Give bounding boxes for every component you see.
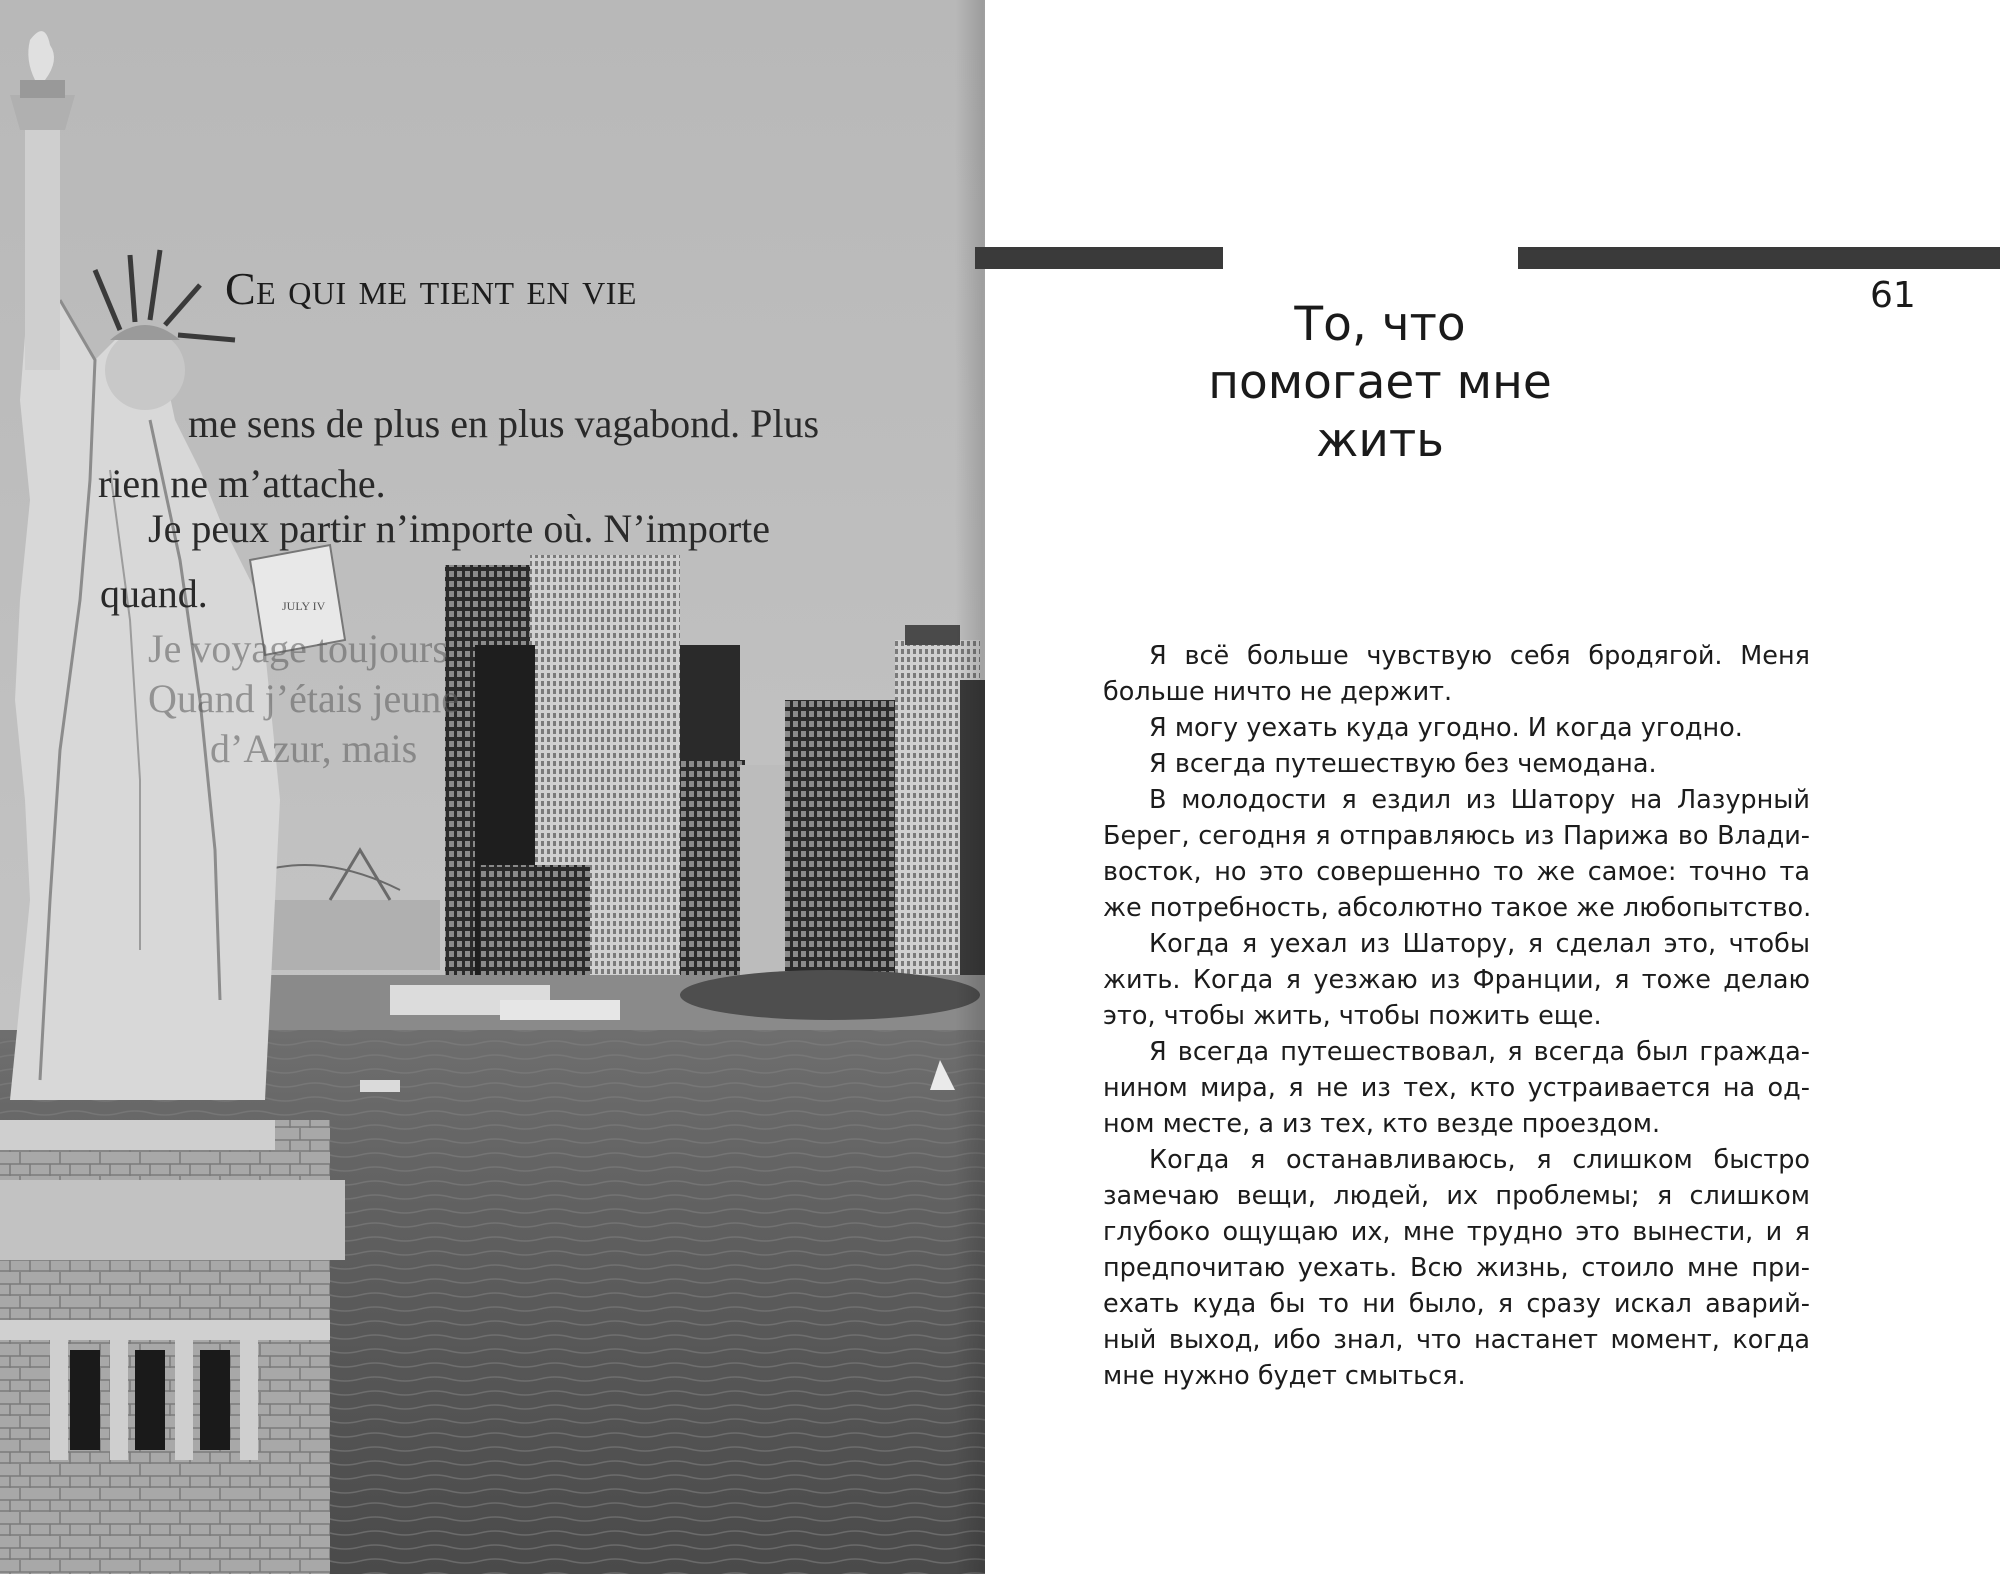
- body-line: жить. Когда я уезжаю из Франции, я тоже делаю: [1103, 965, 1810, 995]
- header-bar-right: [1518, 247, 2000, 269]
- body-line: нином мира, я не из тех, кто устраивается на од-: [1103, 1073, 1810, 1103]
- french-line-2: rien ne m’attache.: [98, 461, 386, 506]
- body-line: глубоко ощущаю их, мне трудно это вынести, и я: [1103, 1217, 1810, 1247]
- body-line: Я могу уехать куда угодно. И когда угодно.: [1149, 713, 1743, 743]
- title-line-3: жить: [1316, 413, 1444, 468]
- body-line: же потребность, абсолютно такое же любопытство.: [1103, 893, 1812, 923]
- body-line: ный выход, ибо знал, что настанет момент, когда: [1103, 1325, 1810, 1355]
- french-line-3: Je peux partir n’importe où. N’importe: [148, 506, 771, 551]
- statue-of-liberty-skyline-image: [0, 0, 985, 1574]
- body-line: Когда я останавливаюсь, я слишком быстро: [1149, 1145, 1810, 1175]
- body-line: восток, но это совершенно то же самое: точно та: [1103, 857, 1810, 887]
- body-line: Я всегда путешествовал, я всегда был гражда-: [1149, 1037, 1810, 1067]
- body-line: В молодости я ездил из Шатору на Лазурный: [1149, 785, 1810, 815]
- title-line-1: То, что: [1294, 297, 1466, 352]
- french-line-6: Quand j’étais jeune: [148, 676, 459, 721]
- svg-text:JULY IV: JULY IV: [282, 599, 326, 613]
- header-bar-left: [975, 247, 1223, 269]
- page-number: 61: [1870, 275, 1916, 316]
- french-line-5: Je voyage toujours: [148, 626, 448, 671]
- body-line: Я всё больше чувствую себя бродягой. Меня: [1149, 641, 1810, 671]
- french-line-4: quand.: [100, 571, 208, 616]
- body-line: Я всегда путешествую без чемодана.: [1149, 749, 1657, 779]
- body-line: предпочитаю уехать. Всю жизнь, стоило мне при-: [1103, 1253, 1810, 1283]
- body-line: Берег, сегодня я отправляюсь из Парижа во Влади-: [1103, 821, 1810, 851]
- body-line: замечаю вещи, людей, их проблемы; я слишком: [1103, 1181, 1810, 1211]
- title-line-2: помогает мне: [1208, 355, 1552, 410]
- body-line: Когда я уехал из Шатору, я сделал это, чтобы: [1149, 929, 1810, 959]
- body-line: больше ничто не держит.: [1103, 677, 1453, 707]
- body-line: мне нужно будет смыться.: [1103, 1361, 1466, 1391]
- left-page: [0, 0, 985, 1574]
- french-line-7: d’Azur, mais: [210, 726, 418, 771]
- french-line-1: me sens de plus en plus vagabond. Plus: [188, 401, 820, 446]
- body-line: ехать куда бы то ни было, я сразу искал аварий-: [1103, 1289, 1810, 1319]
- french-chapter-title: Ce qui me tient en vie: [225, 263, 637, 314]
- body-line: ном месте, а из тех, кто везде проездом.: [1103, 1109, 1661, 1139]
- russian-body-text: [1103, 638, 1810, 1394]
- body-line: это, чтобы жить, чтобы пожить еще.: [1103, 1001, 1602, 1031]
- russian-chapter-title: [1180, 296, 1580, 470]
